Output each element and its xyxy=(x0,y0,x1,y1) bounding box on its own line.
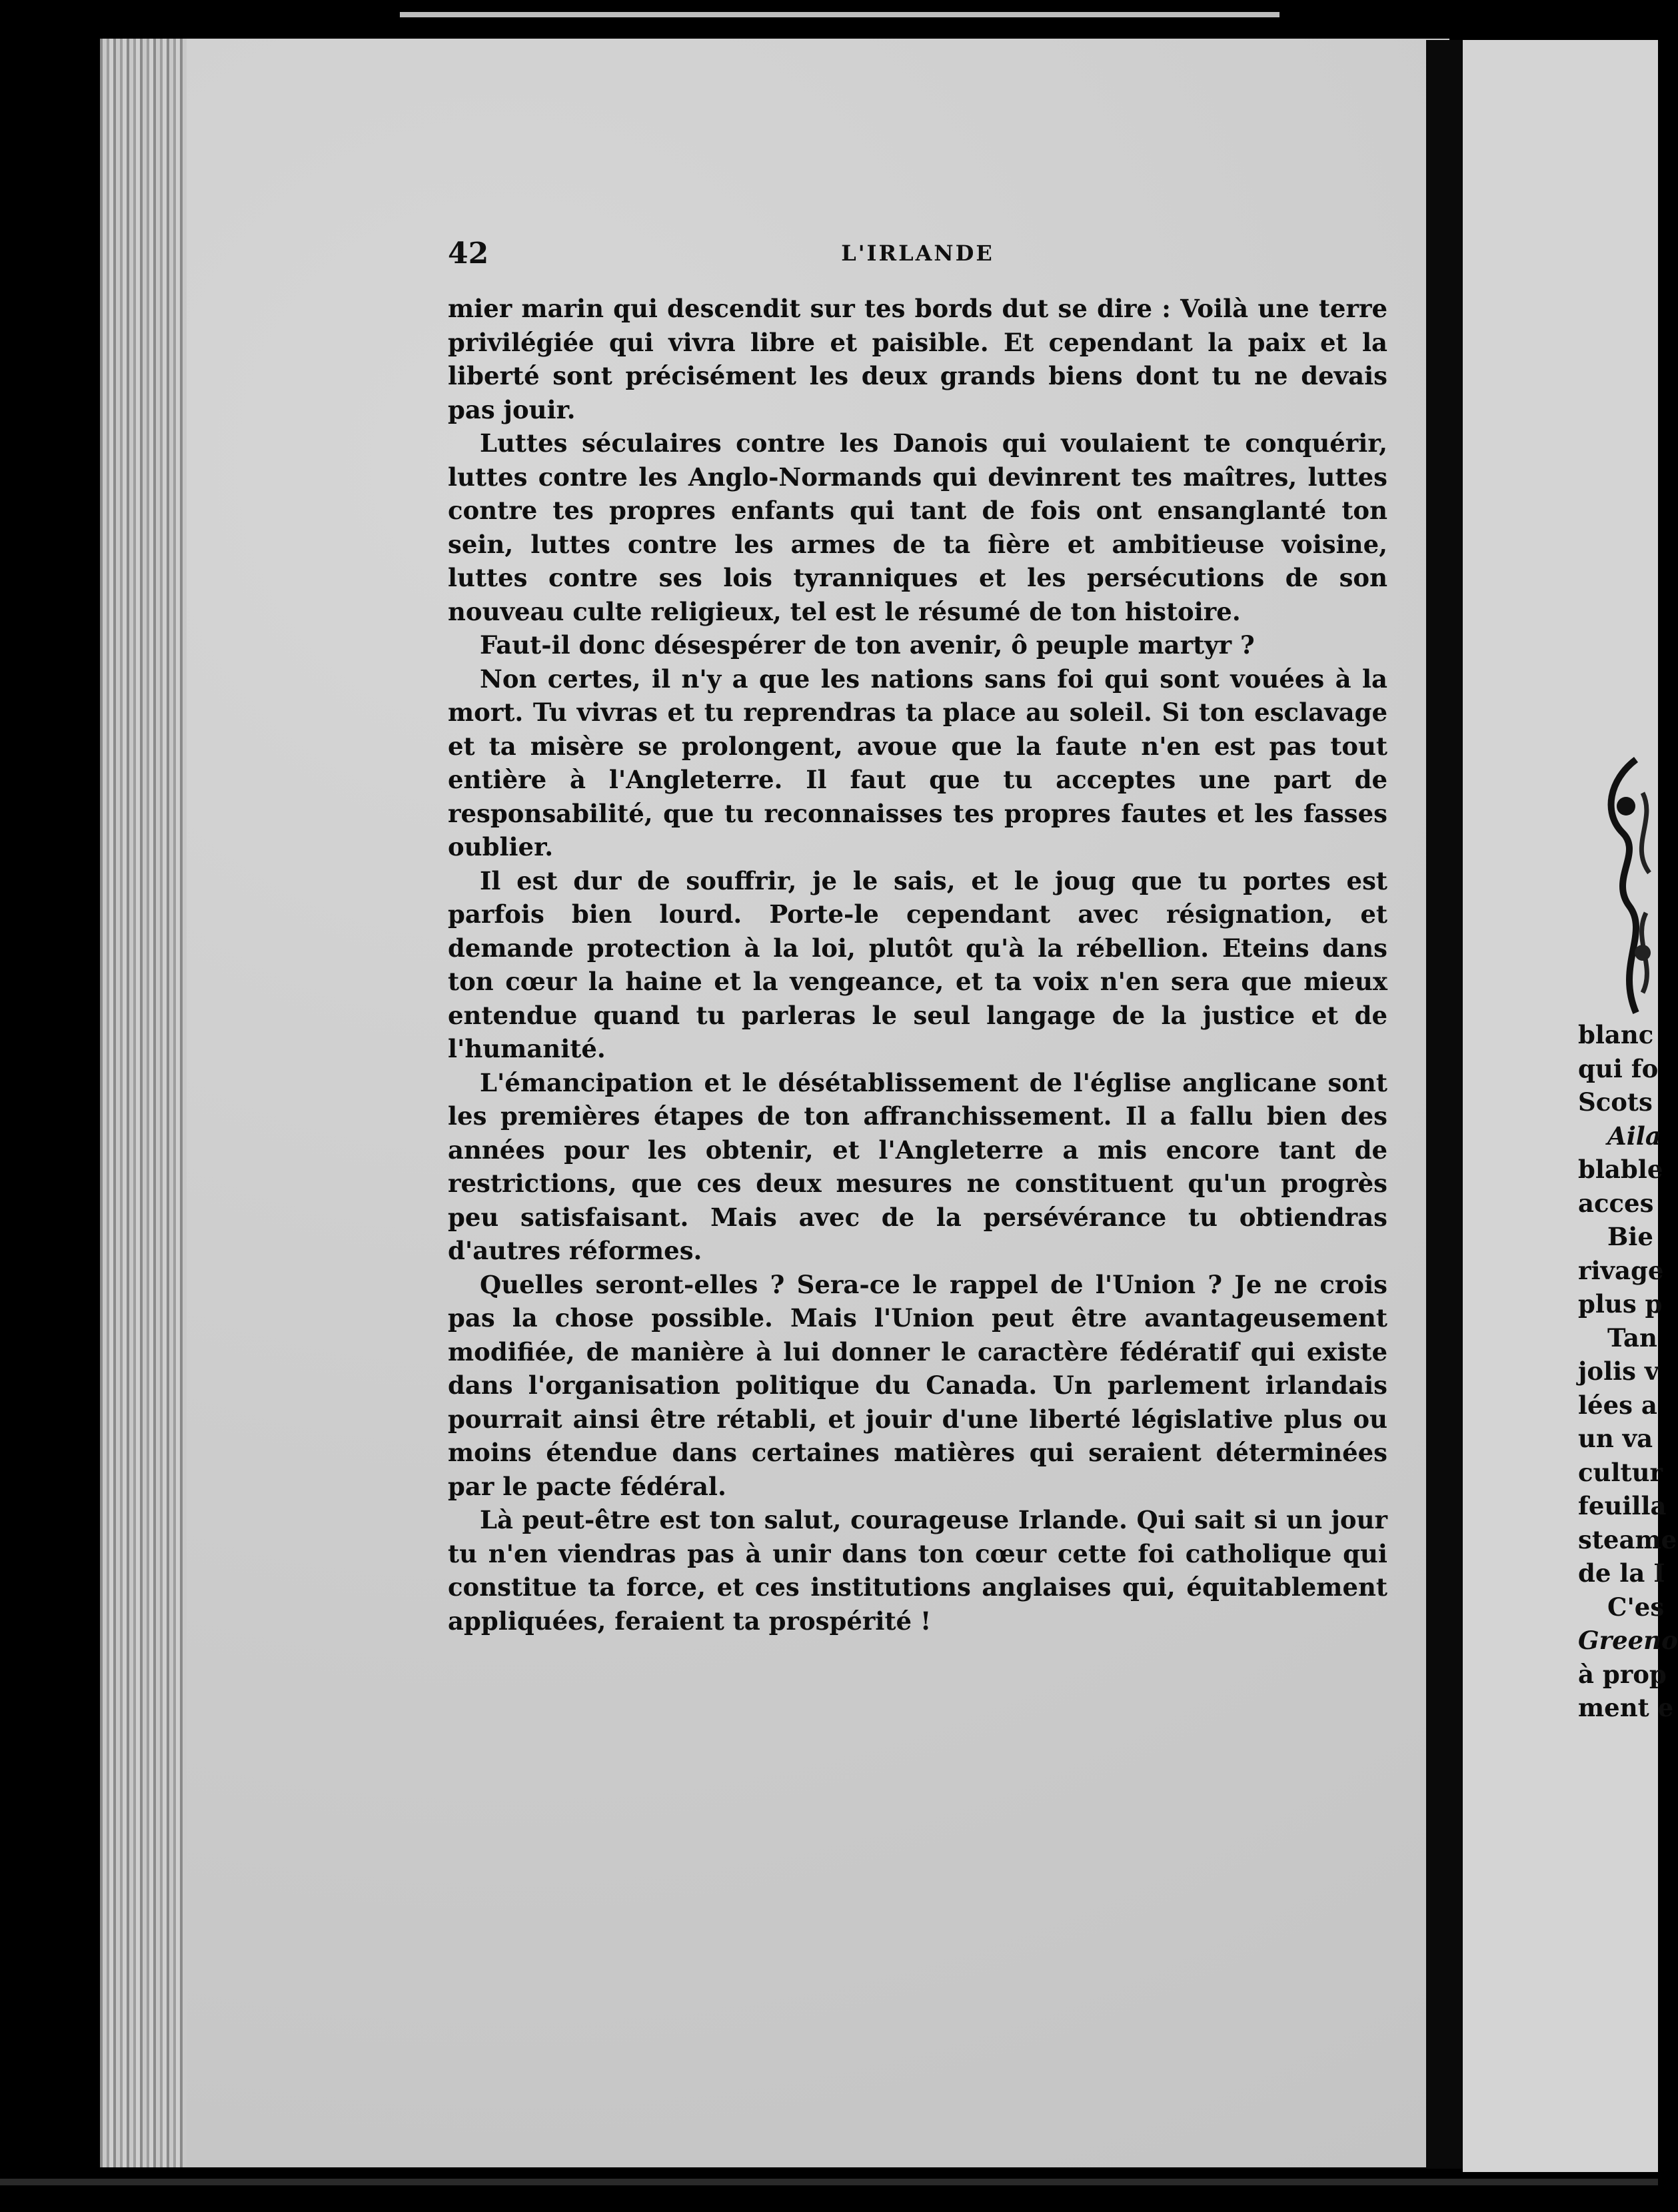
facing-line: blable xyxy=(1578,1155,1663,1184)
facing-line: qui fo xyxy=(1578,1053,1659,1083)
body-text xyxy=(448,292,1387,1638)
facing-line: steame xyxy=(1578,1524,1677,1554)
facing-line: plus p xyxy=(1578,1289,1663,1319)
paragraph: Luttes séculaires contre les Danois qui voulaient te conquérir, luttes contre les Anglo-Normands qui devinrent tes maîtres, luttes contre tes propres enfants qui tant de fois ont ensanglanté ton sein, luttes contre les armes de ta fière et ambitieuse voisine, luttes contre ses lois tyranniques et les persécutions de son nouveau culte religieux, tel est le résumé de ton histoire. xyxy=(448,428,1387,626)
paragraph: mier marin qui descendit sur tes bords dut se dire : Voilà une terre privilégiée qui vivra libre et paisible. Et cependant la paix et la liberté sont précisément les deux grands biens dont tu ne devais pas jouir. xyxy=(448,294,1387,424)
facing-line: à prop xyxy=(1578,1659,1667,1689)
facing-line: jolis v xyxy=(1578,1357,1659,1386)
ornamental-initial-icon xyxy=(1596,753,1658,1019)
facing-line: un va xyxy=(1578,1424,1653,1453)
facing-line: acces xyxy=(1578,1188,1654,1218)
scan-top-rule xyxy=(400,12,1279,17)
facing-line: feuilla xyxy=(1578,1491,1667,1520)
page-edge-stack xyxy=(100,39,187,2167)
facing-line: cultur xyxy=(1578,1457,1663,1487)
facing-line: lées a xyxy=(1578,1390,1657,1420)
paragraph: Non certes, il n'y a que les nations sans foi qui sont vouées à la mort. Tu vivras et tu reprendras ta place au soleil. Si ton esclavage et ta misère se prolongent, avoue que la faute n'en est pas tout entière à l'Angleterre. Il faut que tu acceptes une part de responsabilité, que tu reconnaisses tes propres fautes et les fasses oublier. xyxy=(448,664,1387,861)
running-title: L'IRLANDE xyxy=(841,241,994,266)
facing-line: Tan xyxy=(1607,1323,1657,1353)
paragraph: Là peut-être est ton salut, courageuse Irlande. Qui sait si un jour tu n'en viendras pas à unir dans ton cœur cette foi catholique qui constitue ta force, et ces institutions anglaises qui, équitablement appliquées, feraient ta prospérité ! xyxy=(448,1505,1387,1636)
book-gutter xyxy=(1426,40,1463,2169)
paragraph: Il est dur de souffrir, je le sais, et le joug que tu portes est parfois bien lourd. Porte-le cependant avec résignation, et demande protection à la loi, plutôt qu'à la rébellion. Eteins dans ton cœur la haine et la vengeance, et ta voix n'en sera que mieux entendue quand tu parleras le seul langage de la justice et de l'humanité. xyxy=(448,865,1387,1063)
running-head xyxy=(448,237,1387,270)
paragraph: Quelles seront-elles ? Sera-ce le rappel de l'Union ? Je ne crois pas la chose possible. Mais l'Union peut être avantageusement modifiée, de manière à lui donner le caractère fédératif qui existe dans l'organisation politique du Canada. Un parlement irlandais pourrait ainsi être rétabli, et jouir d'une liberté législative plus ou moins étendue dans certaines matières qui seraient déterminées par le pacte fédéral. xyxy=(448,1269,1387,1501)
paragraph: L'émancipation et le désétablissement de l'église anglicane sont les premières étapes de ton affranchissement. Il a fallu bien des années pour les obtenir, et l'Angleterre a mis encore tant de restrictions, que ces deux mesures ne constituent qu'un progrès peu satisfaisant. Mais avec de la persévérance tu obtiendras d'autres réformes. xyxy=(448,1067,1387,1265)
facing-line: C'es xyxy=(1607,1592,1665,1622)
scan-bottom-rule xyxy=(0,2179,1658,2185)
page-number: 42 xyxy=(448,237,489,271)
facing-line: rivage xyxy=(1578,1255,1664,1285)
facing-line: Bie xyxy=(1607,1222,1653,1251)
facing-line: Aila xyxy=(1607,1121,1661,1151)
paragraph: Faut-il donc désespérer de ton avenir, ô peuple martyr ? xyxy=(480,630,1255,660)
facing-line: blanc xyxy=(1578,1020,1654,1049)
facing-line: Greeno xyxy=(1578,1626,1678,1655)
facing-line: de la I xyxy=(1578,1558,1665,1588)
facing-line: Scots xyxy=(1578,1087,1653,1117)
facing-line: ment e xyxy=(1578,1693,1674,1722)
facing-page-text xyxy=(1578,1018,1678,1725)
